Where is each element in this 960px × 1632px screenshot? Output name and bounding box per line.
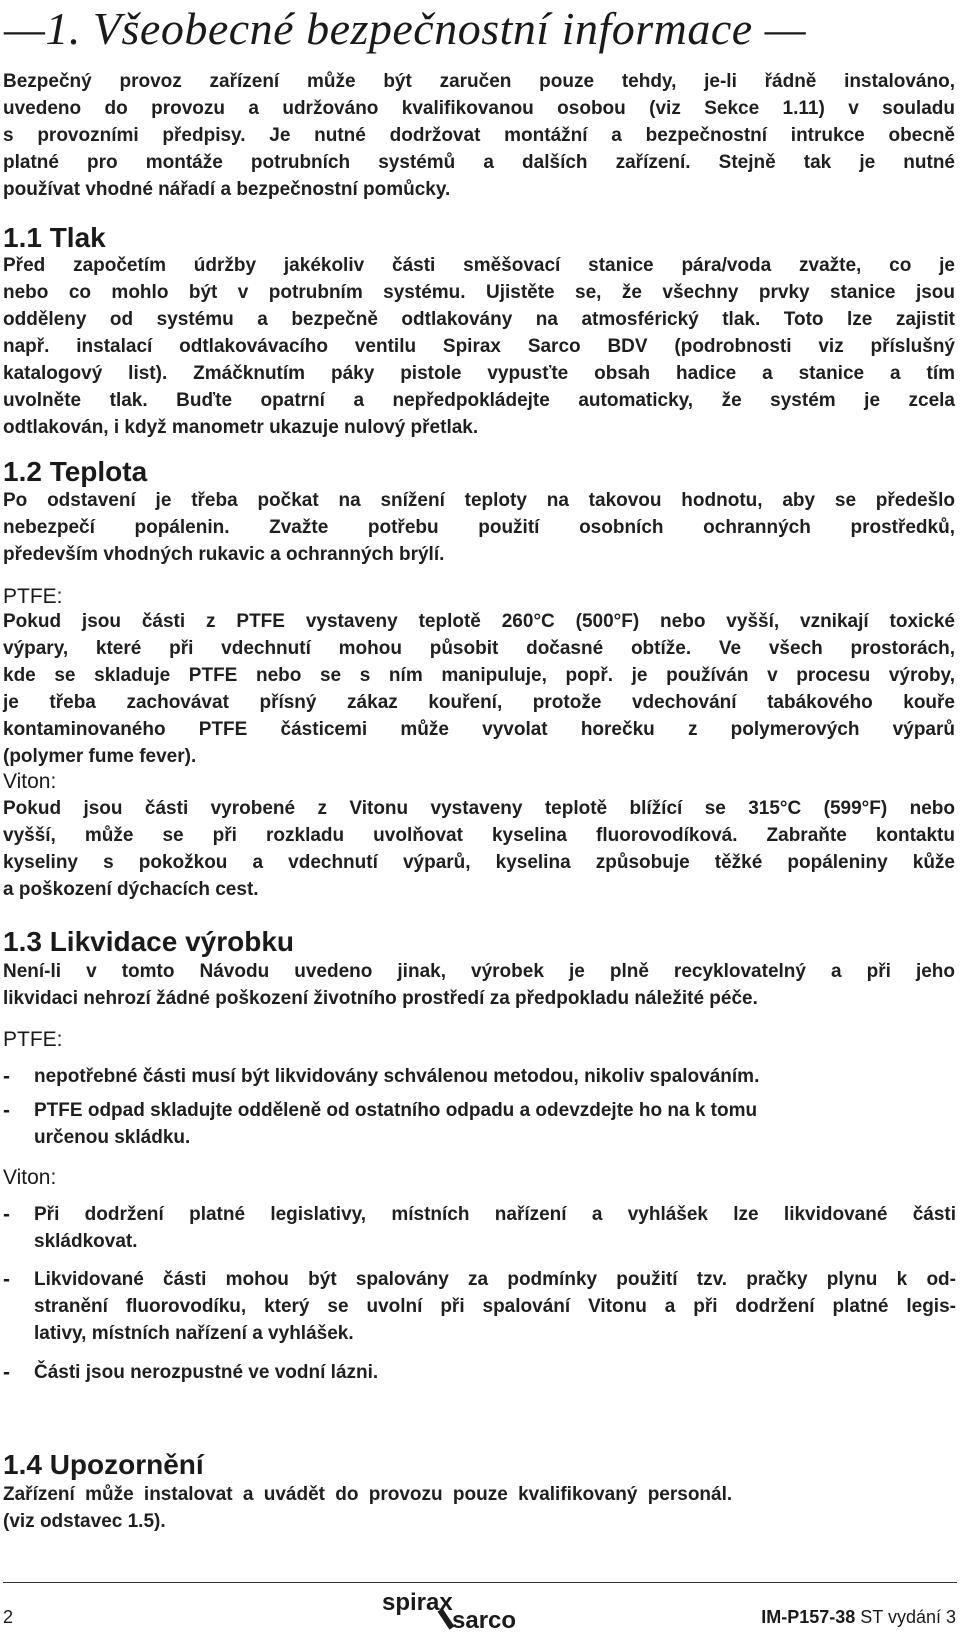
warning-paragraph — [3, 1481, 955, 1535]
text-line: kyseliny s pokožkou a vdechnutí výparů, kyselina způsobuje těžké popáleniny kůže — [3, 852, 955, 873]
text-line: Před započetím údržby jakékoliv části směšovací stanice pára/voda zvažte, co je — [3, 255, 955, 276]
viton-disposal-label: Viton: — [3, 1166, 57, 1189]
text-line: vyšší, může se při rozkladu uvolňovat kyselina fluorovodíková. Zabraňte kontaktu — [3, 825, 955, 846]
viton-label: Viton: — [3, 770, 57, 793]
text-line: uvolněte tlak. Buďte opatrní a nepředpokládejte automaticky, že systém je zcela — [3, 390, 955, 411]
text-line: kde se skladuje PTFE nebo se s ním manipuluje, popř. je používán v procesu výroby, — [3, 665, 955, 686]
text-line: PTFE odpad skladujte odděleně od ostatního odpadu a odevzdejte ho na k tomu — [34, 1100, 758, 1121]
text-line: určenou skládku. — [34, 1127, 191, 1148]
text-line: likvidaci nehrozí žádné poškození životního prostředí za předpokladu náležité péče. — [3, 988, 758, 1009]
text-line: (polymer fume fever). — [3, 746, 197, 767]
list-item — [34, 1201, 956, 1255]
bullet-dash: - — [3, 1099, 10, 1122]
text-line: především vhodných rukavic a ochranných brýlí. — [3, 544, 445, 565]
doc-edition: ST vydání 3 — [860, 1607, 956, 1627]
ptfe-disposal-label: PTFE: — [3, 1028, 63, 1051]
text-line: je třeba zachovávat přísný zákaz kouření, protože vdechování tabákového kouře — [3, 692, 955, 713]
footer-divider — [3, 1582, 957, 1583]
text-line: s provozními předpisy. Je nutné dodržovat montážní a bezpečnostní intrukce obecně — [3, 125, 955, 146]
text-line: např. instalací odtlakovávacího ventilu Spirax Sarco BDV (podrobnosti viz příslušný — [3, 336, 955, 357]
logo-text-bottom: sarco — [452, 1607, 517, 1630]
list-item — [34, 1359, 956, 1386]
text-line: lativy, místních nařízení a vyhlášek. — [34, 1323, 354, 1344]
page-number: 2 — [3, 1607, 14, 1627]
list-item — [34, 1097, 956, 1151]
text-line: katalogový list). Zmáčknutím páky pistole vypusťte obsah hadice a stanice a tím — [3, 363, 955, 384]
text-line: výpary, které při vdechnutí mohou působit dočasné obtíže. Ve všech prostorách, — [3, 638, 955, 659]
document-code — [761, 1606, 956, 1628]
text-line: Pokud jsou části vyrobené z Vitonu vystaveny teplotě blížící se 315°C (599°F) nebo — [3, 798, 955, 819]
text-line: stranění fluorovodíku, který se uvolní při spalování Vitonu a při dodržení platné legis- — [34, 1296, 956, 1317]
section-heading-pressure: 1.1 Tlak — [3, 222, 106, 253]
text-line: Likvidované části mohou být spalovány za podmínky použití tzv. pračky plynu k od- — [34, 1269, 956, 1290]
text-line: Není-li v tomto Návodu uvedeno jinak, výrobek je plně recyklovatelný a při jeho — [3, 961, 955, 982]
page-title: —1. Všeobecné bezpečnostní informace — — [4, 3, 807, 54]
section-heading-temperature: 1.2 Teplota — [3, 456, 148, 487]
bullet-dash: - — [3, 1361, 10, 1384]
text-line: a poškození dýchacích cest. — [3, 879, 259, 900]
text-line: nebo co mohlo být v potrubním systému. Ujistěte se, že všechny prvky stanice jsou — [3, 282, 955, 303]
spirax-sarco-logo — [380, 1590, 540, 1630]
disposal-paragraph — [3, 958, 955, 1012]
viton-paragraph — [3, 795, 955, 903]
text-line: Při dodržení platné legislativy, místních nařízení a vyhlášek lze likvidované části — [34, 1204, 956, 1225]
text-line: skládkovat. — [34, 1231, 138, 1252]
text-line: Pokud jsou části z PTFE vystaveny teplotě 260°C (500°F) nebo vyšší, vznikají toxické — [3, 611, 955, 632]
temperature-paragraph — [3, 487, 955, 568]
text-line: nepotřebné části musí být likvidovány schválenou metodou, nikoliv spalováním. — [34, 1066, 760, 1087]
bullet-dash: - — [3, 1268, 10, 1291]
pressure-paragraph — [3, 252, 955, 441]
text-line: Zařízení může instalovat a uvádět do provozu pouze kvalifikovaný personál. — [3, 1484, 733, 1505]
section-heading-disposal: 1.3 Likvidace výrobku — [3, 926, 295, 957]
list-item — [34, 1063, 956, 1090]
text-line: Po odstavení je třeba počkat na snížení teploty na takovou hodnotu, aby se předešlo — [3, 490, 955, 511]
text-line: kontaminovaného PTFE částicemi může vyvolat horečku z polymerových výparů — [3, 719, 955, 740]
ptfe-paragraph — [3, 608, 955, 770]
text-line: nebezpečí popálenin. Zvažte potřebu použití osobních ochranných prostředků, — [3, 517, 955, 538]
intro-paragraph — [3, 68, 955, 203]
text-line: používat vhodné nářadí a bezpečnostní pomůcky. — [3, 179, 451, 200]
logo-text-top: spirax — [382, 1590, 453, 1616]
text-line: Bezpečný provoz zařízení může být zaručen pouze tehdy, je-li řádně instalováno, — [3, 71, 955, 92]
text-line: platné pro montáže potrubních systémů a dalších zařízení. Stejně tak je nutné — [3, 152, 955, 173]
text-line: (viz odstavec 1.5). — [3, 1511, 166, 1532]
bullet-dash: - — [3, 1065, 10, 1088]
text-line: odděleny od systému a bezpečně odtlakovány na atmosférický tlak. Toto lze zajistit — [3, 309, 955, 330]
text-line: uvedeno do provozu a udržováno kvalifikovanou osobou (viz Sekce 1.11) v souladu — [3, 98, 955, 119]
bullet-dash: - — [3, 1203, 10, 1226]
ptfe-label: PTFE: — [3, 585, 63, 608]
doc-code: IM-P157-38 — [761, 1607, 856, 1627]
text-line: odtlakován, i když manometr ukazuje nulový přetlak. — [3, 417, 479, 438]
text-line: Části jsou nerozpustné ve vodní lázni. — [34, 1362, 379, 1383]
section-heading-warning: 1.4 Upozornění — [3, 1449, 204, 1480]
list-item — [34, 1266, 956, 1347]
